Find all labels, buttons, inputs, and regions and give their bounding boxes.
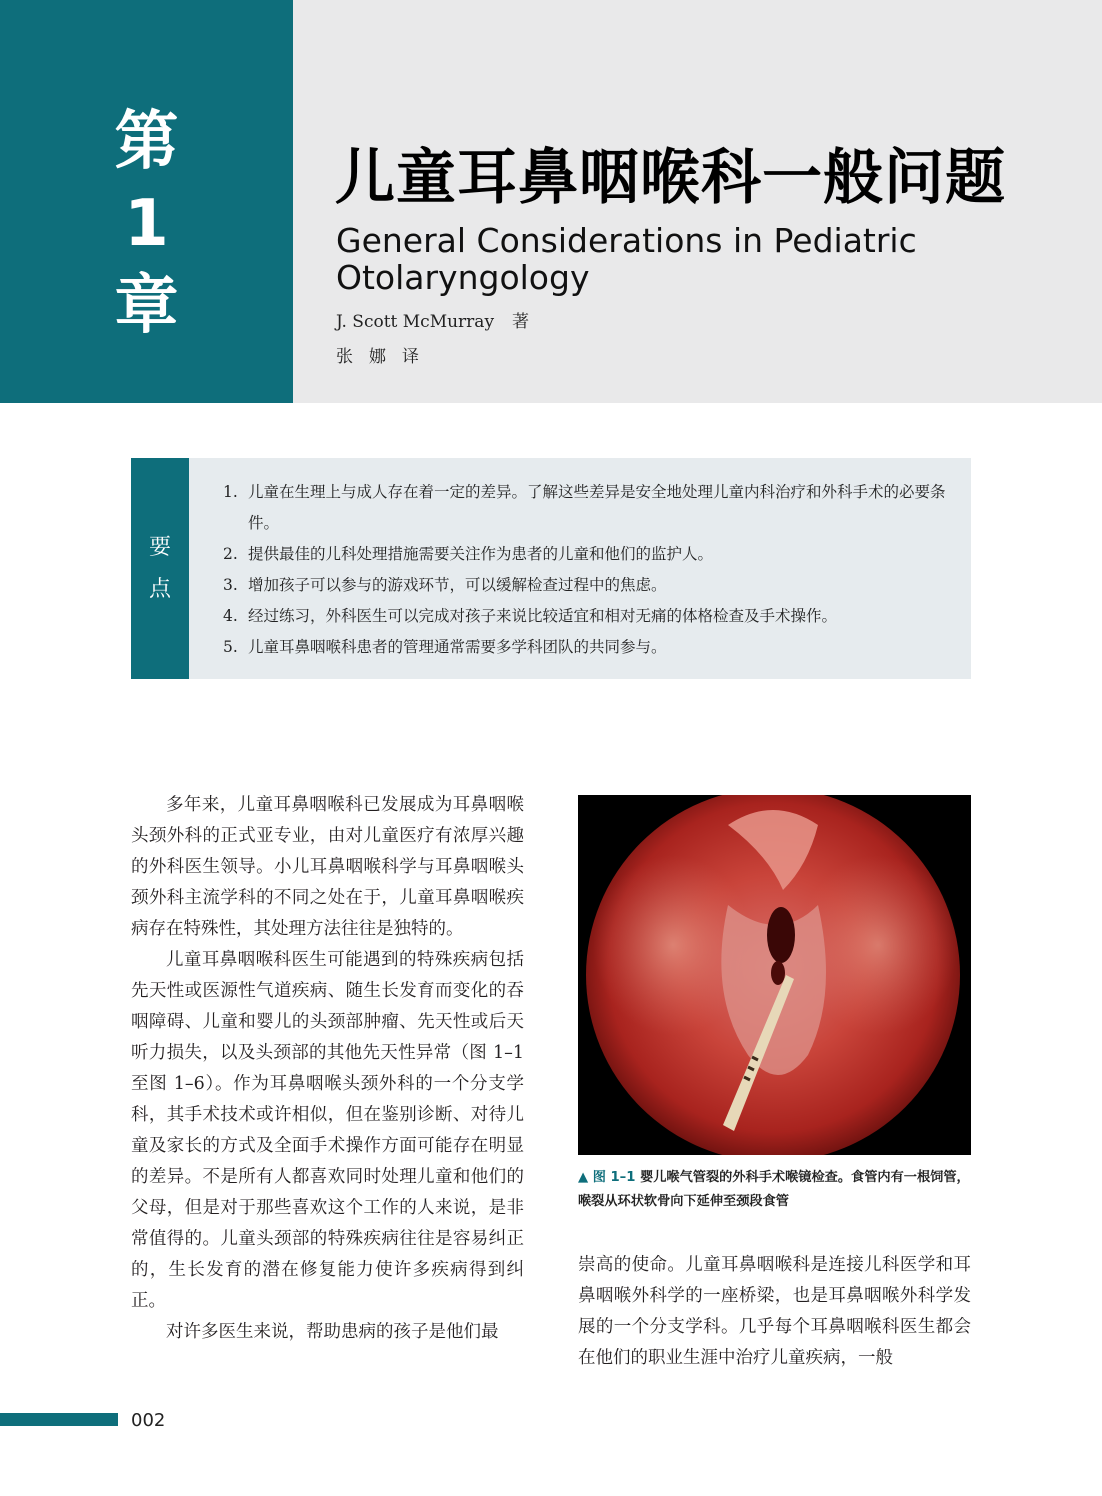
key-points-label bbox=[131, 458, 189, 679]
chapter-title-en: General Considerations in Pediatric Otolaryngology bbox=[336, 221, 917, 297]
page-number: 002 bbox=[131, 1410, 166, 1431]
chapter-author bbox=[336, 307, 529, 332]
figure-label: ▲ 图 1–1 bbox=[578, 1170, 636, 1185]
key-points-box bbox=[131, 458, 971, 679]
key-point-number: 2. bbox=[223, 545, 238, 563]
footer-accent-bar bbox=[0, 1413, 118, 1426]
key-point-number: 1. bbox=[223, 483, 238, 501]
key-point-item bbox=[223, 570, 958, 601]
key-point-number: 3. bbox=[223, 576, 238, 594]
body-paragraph: 对许多医生来说，帮助患病的孩子是他们最 bbox=[166, 1322, 499, 1342]
laryngoscopy-image bbox=[578, 795, 971, 1155]
figure-caption-text: 婴儿喉气管裂的外科手术喉镜检查。食管内有一根饲管，喉裂从环状软骨向下延伸至颈段食管 bbox=[578, 1170, 970, 1209]
author-name: J. Scott McMurray bbox=[336, 312, 495, 332]
chapter-title-zh: 儿童耳鼻咽喉科一般问题 bbox=[335, 143, 1006, 213]
figure-1-1-image bbox=[578, 795, 971, 1155]
author-role: 著 bbox=[512, 312, 530, 332]
body-text-left-column bbox=[131, 790, 524, 1348]
chapter-char-3: 章 bbox=[114, 269, 179, 343]
key-point-item bbox=[223, 539, 958, 570]
body-paragraph: 多年来，儿童耳鼻咽喉科已发展成为耳鼻咽喉头颈外科的正式亚专业，由对儿童医疗有浓厚兴趣的外科医生领导。小儿耳鼻咽喉科学与耳鼻咽喉头颈外科主流学科的不同之处在于，儿童耳鼻咽喉疾病存在特殊性，其处理方法往往是独特的。 bbox=[131, 795, 524, 939]
key-point-number: 4. bbox=[223, 607, 238, 625]
chapter-translator: 张娜译 bbox=[336, 347, 435, 367]
key-point-text: 儿童在生理上与成人存在着一定的差异。了解这些差异是安全地处理儿童内科治疗和外科手术的必要条件。 bbox=[248, 483, 946, 532]
key-points-label-char: 要 bbox=[148, 534, 171, 560]
body-paragraph: 崇高的使命。儿童耳鼻咽喉科是连接儿科医学和耳鼻咽喉外科学的一座桥梁，也是耳鼻咽喉外科学发展的一个分支学科。几乎每个耳鼻咽喉科医生都会在他们的职业生涯中治疗儿童疾病，一般 bbox=[578, 1255, 971, 1368]
key-point-text: 儿童耳鼻咽喉科患者的管理通常需要多学科团队的共同参与。 bbox=[248, 638, 667, 656]
key-point-item bbox=[223, 632, 958, 663]
key-point-text: 提供最佳的儿科处理措施需要关注作为患者的儿童和他们的监护人。 bbox=[248, 545, 714, 563]
figure-caption bbox=[578, 1166, 973, 1214]
body-paragraph: 儿童耳鼻咽喉科医生可能遇到的特殊疾病包括先天性或医源性气道疾病、随生长发育而变化的吞咽障碍、儿童和婴儿的头颈部肿瘤、先天性或后天听力损失，以及头颈部的其他先天性异常（图 1–1 至图 1–6）。作为耳鼻咽喉头颈外科的一个分支学科，其手术技术或许相似，但在鉴别诊断、对待儿童及家长的方式及全面手术操作方面可能存在明显的差异。不是所有人都喜欢同时处理儿童和他们的父母，但是对于那些喜欢这个工作的人来说，是非常值得的。儿童头颈部的特殊疾病往往是容易纠正的，生长发育的潜在修复能力使许多疾病得到纠正。 bbox=[131, 950, 524, 1311]
key-point-text: 经过练习，外科医生可以完成对孩子来说比较适宜和相对无痛的体格检查及手术操作。 bbox=[248, 607, 838, 625]
key-points-label-char: 点 bbox=[148, 576, 171, 602]
key-point-item bbox=[223, 477, 958, 539]
chapter-number-block bbox=[0, 0, 293, 403]
key-point-text: 增加孩子可以参与的游戏环节，可以缓解检查过程中的焦虑。 bbox=[248, 576, 667, 594]
key-point-item bbox=[223, 601, 958, 632]
chapter-char-2: 1 bbox=[124, 187, 169, 261]
key-points-list bbox=[223, 477, 958, 663]
key-point-number: 5. bbox=[223, 638, 238, 656]
body-text-right-column bbox=[578, 1250, 971, 1374]
chapter-char-1: 第 bbox=[114, 105, 179, 179]
